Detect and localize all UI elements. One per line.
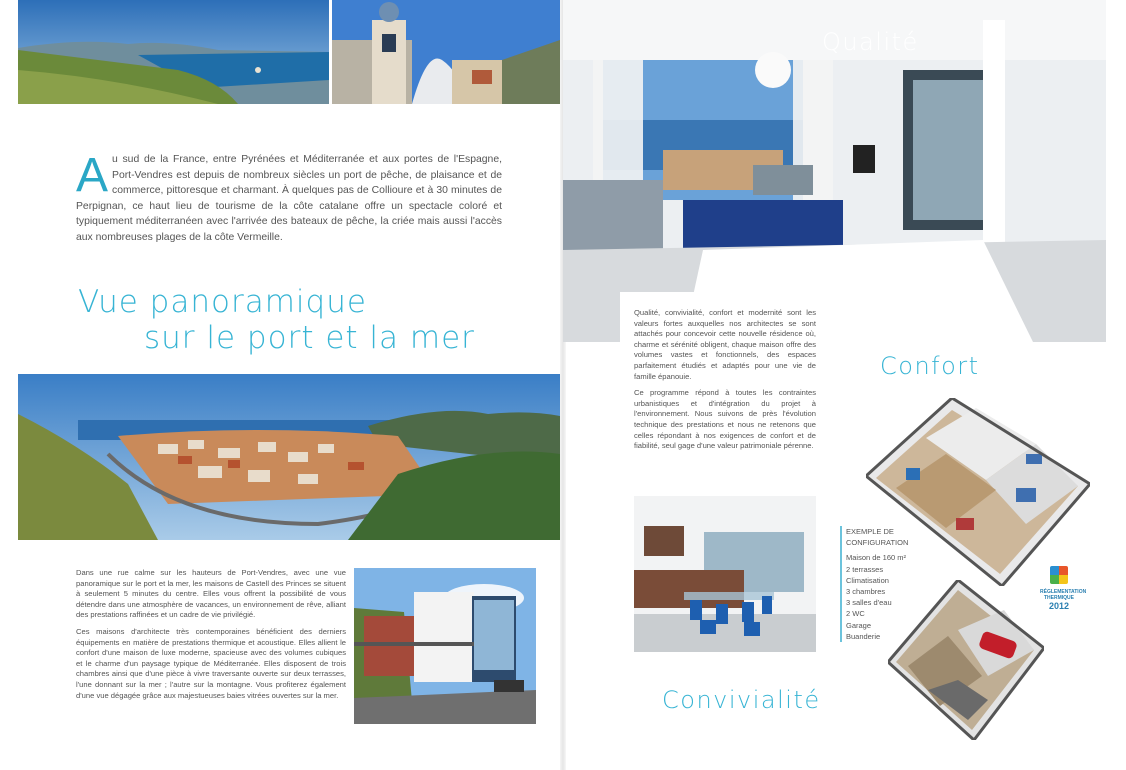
title-convivialite: Convivialité [662,686,821,714]
config-item: 3 chambres [846,587,886,597]
config-item: 3 salles d'eau [846,598,892,608]
rt2012-logo-icon [1050,566,1068,584]
left-body-text [76,568,346,701]
thermal-regulation-badge [1040,566,1087,611]
config-item: Climatisation [846,575,889,585]
left-body-paragraph-2: Ces maisons d'architecte très contemporaines bénéficient des derniers équipements en matière de prestations thermique et acoustique. Elles allient le confort d'une maison de luxe moderne, spacieuse avec des volumes cubiques et le charme d'un paysage typique de Méditerranée. Elles disposent de trois chambres ainsi que d'une pièce à vivre traversante ouverte sur deux terrasses, l'une donnant sur la mer ; l'autre sur la montagne. Vous profiterez également d'une vue dégagée grâce aux majestueuses baies vitrées ouvertes sur la mer. [76,626,346,700]
kitchen-photo [634,496,816,652]
config-item: Garage [846,620,872,630]
config-item: 2 WC [846,609,865,619]
coastline-photo [18,0,329,104]
config-heading-2: CONFIGURATION [846,538,909,548]
right-body-paragraph-2: Ce programme répond à toutes les contraintes urbanistiques et d'intégration du projet à l'environnement. Nous suivons de près l'évolution technique des prestations et nous ne retenons que celles répondant à nos exigences de confort et de fiabilité, seul gage d'une valeur patrimoniale pérenne. [634,388,816,451]
config-item: Maison de 160 m² [846,553,907,563]
title-confort: Confort [880,352,980,380]
right-body-text [634,308,816,452]
intro-text: u sud de la France, entre Pyrénées et Méditerranée et aux portes de l'Espagne, Port-Vendres est depuis de nombreux siècles un port de pêche, de plaisance et de commerce, pittoresque et charmant. À quelques pas de Collioure et à 30 minutes de Perpignan, ce haut lieu de tourisme de la côte catalane offre un spectacle coloré et typiquement méditerranéen avec l'arrivée des bateaux de pêche, la criée mais aussi l'accès aux nombreuses plages de la côte Vermeille. [76,154,502,243]
headline-line-1: Vue panoramique [78,284,367,320]
config-item: 2 terrasses [846,564,884,574]
config-heading-1: EXEMPLE DE [846,527,894,536]
church-photo [332,0,560,104]
right-body-paragraph-1: Qualité, convivialité, confort et modernité sont les valeurs fortes auxquelles nos architectes se sont attachés pour concevoir cette nouvelle résidence où, charme et sérénité obligent, chaque maison offre des volumes vastes et fonctionnels, des espaces parfaitement étudiés et adaptés pour une vie de famille épanouie. [634,308,816,381]
config-item: Buanderie [846,631,881,641]
intro-paragraph [76,149,502,246]
dropcap: A [76,149,109,202]
left-body-paragraph-1: Dans une rue calme sur les hauteurs de Port-Vendres, avec une vue panoramique sur le port et la mer, les maisons de Castell des Princes se situent à seulement 5 minutes du centre. Elles vous offrent la possibilité de vous détendre dans une atmosphère de vacances, un environnement de rêve, alliant des prestations raffinées et un cadre de vie privilégié. [76,568,346,620]
badge-line-1: RÉGLEMENTATION [1040,589,1087,595]
badge-year: 2012 [1048,601,1070,611]
panorama-photo [18,374,560,540]
house-exterior-photo [354,568,536,724]
badge-line-2: THERMIQUE [1044,595,1074,601]
title-qualite: Qualité [822,28,919,56]
headline-line-2: sur le port et la mer [144,320,475,356]
configuration-list [840,526,926,642]
